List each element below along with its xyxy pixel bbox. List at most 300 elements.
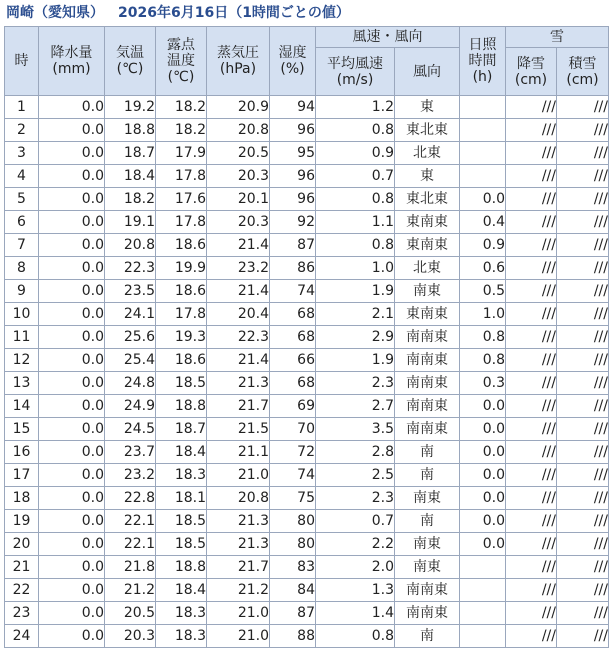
cell-snow-depth: /// bbox=[557, 349, 609, 372]
cell-humidity: 80 bbox=[270, 533, 316, 556]
cell-precipitation: 0.0 bbox=[39, 533, 105, 556]
cell-hour: 17 bbox=[5, 464, 39, 487]
cell-snow-depth: /// bbox=[557, 326, 609, 349]
cell-hour: 7 bbox=[5, 234, 39, 257]
cell-humidity: 94 bbox=[270, 96, 316, 119]
cell-snow-depth: /// bbox=[557, 510, 609, 533]
hourly-weather-table bbox=[4, 26, 609, 648]
cell-precipitation: 0.0 bbox=[39, 96, 105, 119]
cell-snow-depth: /// bbox=[557, 533, 609, 556]
cell-wind-direction: 南東 bbox=[395, 487, 460, 510]
cell-snow-depth: /// bbox=[557, 142, 609, 165]
cell-snowfall: /// bbox=[506, 280, 557, 303]
cell-vapor-pressure: 21.3 bbox=[207, 510, 270, 533]
cell-wind-direction: 南 bbox=[395, 510, 460, 533]
table-row bbox=[5, 602, 609, 625]
cell-sunshine bbox=[460, 602, 506, 625]
header-snow-depth: 積雪 (cm) bbox=[557, 48, 609, 96]
cell-dew-point: 17.8 bbox=[156, 211, 207, 234]
cell-wind-direction: 南南東 bbox=[395, 349, 460, 372]
cell-dew-point: 18.7 bbox=[156, 418, 207, 441]
cell-sunshine: 0.3 bbox=[460, 372, 506, 395]
table-row bbox=[5, 625, 609, 648]
cell-wind-speed: 2.9 bbox=[316, 326, 395, 349]
cell-temperature: 23.7 bbox=[105, 441, 156, 464]
cell-snowfall: /// bbox=[506, 165, 557, 188]
cell-humidity: 96 bbox=[270, 188, 316, 211]
cell-sunshine bbox=[460, 579, 506, 602]
header-snow-group: 雪 bbox=[506, 27, 609, 48]
table-row bbox=[5, 395, 609, 418]
cell-precipitation: 0.0 bbox=[39, 349, 105, 372]
cell-snowfall: /// bbox=[506, 579, 557, 602]
cell-sunshine: 0.8 bbox=[460, 326, 506, 349]
table-row bbox=[5, 579, 609, 602]
cell-wind-speed: 0.8 bbox=[316, 188, 395, 211]
cell-temperature: 20.3 bbox=[105, 625, 156, 648]
cell-sunshine: 0.9 bbox=[460, 234, 506, 257]
cell-sunshine bbox=[460, 625, 506, 648]
cell-humidity: 80 bbox=[270, 510, 316, 533]
cell-humidity: 72 bbox=[270, 441, 316, 464]
cell-hour: 14 bbox=[5, 395, 39, 418]
header-precipitation: 降水量 (mm) bbox=[39, 27, 105, 96]
header-dew-point: 露点 温度 (℃) bbox=[156, 27, 207, 96]
cell-snowfall: /// bbox=[506, 533, 557, 556]
cell-temperature: 22.1 bbox=[105, 533, 156, 556]
cell-precipitation: 0.0 bbox=[39, 326, 105, 349]
cell-sunshine: 0.0 bbox=[460, 487, 506, 510]
cell-temperature: 21.2 bbox=[105, 579, 156, 602]
table-row bbox=[5, 280, 609, 303]
cell-temperature: 22.3 bbox=[105, 257, 156, 280]
cell-hour: 21 bbox=[5, 556, 39, 579]
cell-snow-depth: /// bbox=[557, 464, 609, 487]
cell-snowfall: /// bbox=[506, 625, 557, 648]
cell-sunshine bbox=[460, 142, 506, 165]
cell-dew-point: 18.1 bbox=[156, 487, 207, 510]
table-row bbox=[5, 142, 609, 165]
cell-snowfall: /// bbox=[506, 510, 557, 533]
table-row bbox=[5, 303, 609, 326]
header-sunshine: 日照 時間 (h) bbox=[460, 27, 506, 96]
table-row bbox=[5, 510, 609, 533]
cell-wind-speed: 1.0 bbox=[316, 257, 395, 280]
cell-wind-speed: 2.8 bbox=[316, 441, 395, 464]
cell-snow-depth: /// bbox=[557, 556, 609, 579]
cell-precipitation: 0.0 bbox=[39, 303, 105, 326]
cell-dew-point: 18.2 bbox=[156, 119, 207, 142]
table-row bbox=[5, 165, 609, 188]
cell-sunshine: 0.0 bbox=[460, 441, 506, 464]
table-row bbox=[5, 556, 609, 579]
cell-snow-depth: /// bbox=[557, 625, 609, 648]
cell-temperature: 23.5 bbox=[105, 280, 156, 303]
cell-snow-depth: /// bbox=[557, 257, 609, 280]
table-row bbox=[5, 234, 609, 257]
cell-wind-speed: 2.1 bbox=[316, 303, 395, 326]
cell-humidity: 70 bbox=[270, 418, 316, 441]
cell-temperature: 22.8 bbox=[105, 487, 156, 510]
cell-wind-direction: 南 bbox=[395, 625, 460, 648]
cell-temperature: 18.7 bbox=[105, 142, 156, 165]
cell-wind-direction: 南南東 bbox=[395, 326, 460, 349]
cell-vapor-pressure: 20.5 bbox=[207, 142, 270, 165]
cell-temperature: 20.5 bbox=[105, 602, 156, 625]
cell-wind-speed: 1.4 bbox=[316, 602, 395, 625]
cell-snowfall: /// bbox=[506, 487, 557, 510]
cell-snow-depth: /// bbox=[557, 280, 609, 303]
cell-temperature: 25.6 bbox=[105, 326, 156, 349]
cell-vapor-pressure: 21.7 bbox=[207, 556, 270, 579]
cell-wind-speed: 3.5 bbox=[316, 418, 395, 441]
cell-wind-speed: 0.8 bbox=[316, 625, 395, 648]
header-humidity: 湿度 (%) bbox=[270, 27, 316, 96]
cell-precipitation: 0.0 bbox=[39, 556, 105, 579]
cell-precipitation: 0.0 bbox=[39, 487, 105, 510]
cell-sunshine bbox=[460, 165, 506, 188]
cell-humidity: 68 bbox=[270, 303, 316, 326]
cell-wind-direction: 東 bbox=[395, 165, 460, 188]
cell-precipitation: 0.0 bbox=[39, 441, 105, 464]
cell-wind-direction: 東南東 bbox=[395, 211, 460, 234]
cell-sunshine: 0.0 bbox=[460, 418, 506, 441]
cell-vapor-pressure: 20.3 bbox=[207, 211, 270, 234]
cell-sunshine: 0.0 bbox=[460, 533, 506, 556]
cell-precipitation: 0.0 bbox=[39, 211, 105, 234]
table-row bbox=[5, 372, 609, 395]
cell-wind-direction: 南南東 bbox=[395, 418, 460, 441]
cell-vapor-pressure: 21.4 bbox=[207, 280, 270, 303]
cell-vapor-pressure: 21.0 bbox=[207, 602, 270, 625]
table-row bbox=[5, 96, 609, 119]
cell-precipitation: 0.0 bbox=[39, 579, 105, 602]
cell-wind-direction: 東北東 bbox=[395, 119, 460, 142]
cell-humidity: 83 bbox=[270, 556, 316, 579]
cell-humidity: 74 bbox=[270, 280, 316, 303]
cell-hour: 6 bbox=[5, 211, 39, 234]
cell-precipitation: 0.0 bbox=[39, 625, 105, 648]
cell-vapor-pressure: 21.7 bbox=[207, 395, 270, 418]
table-row bbox=[5, 533, 609, 556]
cell-snowfall: /// bbox=[506, 441, 557, 464]
cell-wind-speed: 1.9 bbox=[316, 280, 395, 303]
cell-snowfall: /// bbox=[506, 257, 557, 280]
cell-precipitation: 0.0 bbox=[39, 418, 105, 441]
table-row bbox=[5, 119, 609, 142]
cell-wind-direction: 東 bbox=[395, 96, 460, 119]
cell-dew-point: 18.3 bbox=[156, 464, 207, 487]
cell-vapor-pressure: 20.3 bbox=[207, 165, 270, 188]
cell-snowfall: /// bbox=[506, 372, 557, 395]
cell-wind-speed: 2.7 bbox=[316, 395, 395, 418]
cell-wind-direction: 南南東 bbox=[395, 395, 460, 418]
cell-temperature: 18.4 bbox=[105, 165, 156, 188]
cell-dew-point: 18.5 bbox=[156, 510, 207, 533]
cell-vapor-pressure: 21.4 bbox=[207, 349, 270, 372]
cell-wind-speed: 1.2 bbox=[316, 96, 395, 119]
table-row bbox=[5, 418, 609, 441]
cell-dew-point: 18.8 bbox=[156, 556, 207, 579]
cell-vapor-pressure: 21.5 bbox=[207, 418, 270, 441]
cell-precipitation: 0.0 bbox=[39, 395, 105, 418]
cell-wind-direction: 南 bbox=[395, 441, 460, 464]
cell-snow-depth: /// bbox=[557, 395, 609, 418]
table-body bbox=[5, 96, 609, 648]
header-snowfall: 降雪 (cm) bbox=[506, 48, 557, 96]
cell-snow-depth: /// bbox=[557, 165, 609, 188]
header-temperature: 気温 (℃) bbox=[105, 27, 156, 96]
cell-temperature: 19.1 bbox=[105, 211, 156, 234]
cell-humidity: 84 bbox=[270, 579, 316, 602]
cell-humidity: 96 bbox=[270, 165, 316, 188]
table-row bbox=[5, 257, 609, 280]
cell-temperature: 23.2 bbox=[105, 464, 156, 487]
cell-humidity: 86 bbox=[270, 257, 316, 280]
cell-vapor-pressure: 21.2 bbox=[207, 579, 270, 602]
cell-humidity: 66 bbox=[270, 349, 316, 372]
cell-vapor-pressure: 21.0 bbox=[207, 464, 270, 487]
cell-snow-depth: /// bbox=[557, 188, 609, 211]
cell-hour: 1 bbox=[5, 96, 39, 119]
header-wind-group: 風速・風向 bbox=[316, 27, 460, 48]
cell-snow-depth: /// bbox=[557, 96, 609, 119]
cell-snow-depth: /// bbox=[557, 441, 609, 464]
cell-snowfall: /// bbox=[506, 418, 557, 441]
cell-vapor-pressure: 20.8 bbox=[207, 119, 270, 142]
station-name: 岡崎（愛知県） bbox=[6, 5, 104, 21]
cell-precipitation: 0.0 bbox=[39, 280, 105, 303]
cell-wind-speed: 2.5 bbox=[316, 464, 395, 487]
cell-wind-speed: 2.0 bbox=[316, 556, 395, 579]
cell-hour: 12 bbox=[5, 349, 39, 372]
cell-vapor-pressure: 21.3 bbox=[207, 533, 270, 556]
cell-sunshine: 0.6 bbox=[460, 257, 506, 280]
cell-dew-point: 17.8 bbox=[156, 303, 207, 326]
cell-temperature: 24.5 bbox=[105, 418, 156, 441]
cell-snow-depth: /// bbox=[557, 602, 609, 625]
cell-precipitation: 0.0 bbox=[39, 234, 105, 257]
cell-wind-direction: 南南東 bbox=[395, 372, 460, 395]
cell-precipitation: 0.0 bbox=[39, 372, 105, 395]
cell-wind-speed: 0.9 bbox=[316, 142, 395, 165]
cell-precipitation: 0.0 bbox=[39, 142, 105, 165]
cell-hour: 20 bbox=[5, 533, 39, 556]
table-row bbox=[5, 326, 609, 349]
header-wind-direction: 風向 bbox=[395, 48, 460, 96]
cell-temperature: 18.8 bbox=[105, 119, 156, 142]
cell-vapor-pressure: 21.4 bbox=[207, 234, 270, 257]
cell-snowfall: /// bbox=[506, 464, 557, 487]
cell-dew-point: 18.2 bbox=[156, 96, 207, 119]
cell-humidity: 87 bbox=[270, 602, 316, 625]
cell-hour: 13 bbox=[5, 372, 39, 395]
cell-wind-direction: 東南東 bbox=[395, 234, 460, 257]
cell-sunshine: 0.4 bbox=[460, 211, 506, 234]
cell-snowfall: /// bbox=[506, 395, 557, 418]
cell-wind-direction: 南南東 bbox=[395, 579, 460, 602]
page-title bbox=[0, 0, 612, 26]
cell-dew-point: 18.6 bbox=[156, 280, 207, 303]
cell-hour: 4 bbox=[5, 165, 39, 188]
cell-hour: 3 bbox=[5, 142, 39, 165]
cell-snow-depth: /// bbox=[557, 234, 609, 257]
cell-precipitation: 0.0 bbox=[39, 510, 105, 533]
cell-snowfall: /// bbox=[506, 211, 557, 234]
cell-temperature: 25.4 bbox=[105, 349, 156, 372]
cell-wind-speed: 0.8 bbox=[316, 119, 395, 142]
cell-vapor-pressure: 20.9 bbox=[207, 96, 270, 119]
cell-sunshine bbox=[460, 96, 506, 119]
table-row bbox=[5, 441, 609, 464]
cell-dew-point: 18.6 bbox=[156, 349, 207, 372]
cell-wind-speed: 0.7 bbox=[316, 510, 395, 533]
cell-humidity: 69 bbox=[270, 395, 316, 418]
table-row bbox=[5, 487, 609, 510]
cell-precipitation: 0.0 bbox=[39, 464, 105, 487]
cell-hour: 23 bbox=[5, 602, 39, 625]
cell-dew-point: 19.9 bbox=[156, 257, 207, 280]
cell-humidity: 68 bbox=[270, 326, 316, 349]
cell-hour: 22 bbox=[5, 579, 39, 602]
cell-vapor-pressure: 20.1 bbox=[207, 188, 270, 211]
cell-precipitation: 0.0 bbox=[39, 188, 105, 211]
cell-temperature: 24.8 bbox=[105, 372, 156, 395]
cell-hour: 9 bbox=[5, 280, 39, 303]
cell-hour: 15 bbox=[5, 418, 39, 441]
cell-vapor-pressure: 21.0 bbox=[207, 625, 270, 648]
cell-vapor-pressure: 20.4 bbox=[207, 303, 270, 326]
cell-temperature: 24.9 bbox=[105, 395, 156, 418]
cell-dew-point: 18.5 bbox=[156, 372, 207, 395]
header-wind-speed: 平均風速 (m/s) bbox=[316, 48, 395, 96]
cell-temperature: 20.8 bbox=[105, 234, 156, 257]
cell-humidity: 88 bbox=[270, 625, 316, 648]
cell-hour: 10 bbox=[5, 303, 39, 326]
cell-dew-point: 18.5 bbox=[156, 533, 207, 556]
table-row bbox=[5, 188, 609, 211]
cell-dew-point: 18.3 bbox=[156, 602, 207, 625]
cell-snowfall: /// bbox=[506, 326, 557, 349]
cell-sunshine: 0.0 bbox=[460, 510, 506, 533]
cell-wind-direction: 南 bbox=[395, 464, 460, 487]
cell-humidity: 87 bbox=[270, 234, 316, 257]
cell-hour: 5 bbox=[5, 188, 39, 211]
cell-wind-speed: 2.3 bbox=[316, 487, 395, 510]
cell-vapor-pressure: 22.3 bbox=[207, 326, 270, 349]
cell-humidity: 96 bbox=[270, 119, 316, 142]
cell-vapor-pressure: 21.3 bbox=[207, 372, 270, 395]
cell-dew-point: 18.6 bbox=[156, 234, 207, 257]
cell-temperature: 21.8 bbox=[105, 556, 156, 579]
cell-wind-speed: 1.9 bbox=[316, 349, 395, 372]
cell-wind-direction: 南東 bbox=[395, 556, 460, 579]
cell-snowfall: /// bbox=[506, 556, 557, 579]
cell-vapor-pressure: 20.8 bbox=[207, 487, 270, 510]
cell-precipitation: 0.0 bbox=[39, 257, 105, 280]
cell-snowfall: /// bbox=[506, 96, 557, 119]
cell-snow-depth: /// bbox=[557, 119, 609, 142]
cell-snowfall: /// bbox=[506, 234, 557, 257]
cell-dew-point: 17.6 bbox=[156, 188, 207, 211]
cell-snowfall: /// bbox=[506, 303, 557, 326]
cell-dew-point: 18.4 bbox=[156, 579, 207, 602]
date-label: 2026年6月16日（1時間ごとの値） bbox=[118, 5, 350, 21]
cell-dew-point: 17.8 bbox=[156, 165, 207, 188]
cell-sunshine bbox=[460, 556, 506, 579]
cell-humidity: 68 bbox=[270, 372, 316, 395]
table-row bbox=[5, 211, 609, 234]
cell-humidity: 92 bbox=[270, 211, 316, 234]
cell-wind-direction: 北東 bbox=[395, 142, 460, 165]
cell-snow-depth: /// bbox=[557, 487, 609, 510]
cell-sunshine: 0.8 bbox=[460, 349, 506, 372]
cell-humidity: 75 bbox=[270, 487, 316, 510]
cell-dew-point: 19.3 bbox=[156, 326, 207, 349]
cell-precipitation: 0.0 bbox=[39, 602, 105, 625]
cell-dew-point: 18.4 bbox=[156, 441, 207, 464]
cell-wind-speed: 1.3 bbox=[316, 579, 395, 602]
cell-snowfall: /// bbox=[506, 188, 557, 211]
cell-snow-depth: /// bbox=[557, 579, 609, 602]
cell-snowfall: /// bbox=[506, 349, 557, 372]
header-vapor-pressure: 蒸気圧 (hPa) bbox=[207, 27, 270, 96]
cell-snow-depth: /// bbox=[557, 418, 609, 441]
cell-humidity: 74 bbox=[270, 464, 316, 487]
cell-sunshine: 1.0 bbox=[460, 303, 506, 326]
cell-snowfall: /// bbox=[506, 602, 557, 625]
cell-hour: 19 bbox=[5, 510, 39, 533]
cell-hour: 16 bbox=[5, 441, 39, 464]
cell-wind-speed: 2.3 bbox=[316, 372, 395, 395]
table-row bbox=[5, 349, 609, 372]
cell-temperature: 18.2 bbox=[105, 188, 156, 211]
cell-snow-depth: /// bbox=[557, 211, 609, 234]
cell-dew-point: 18.8 bbox=[156, 395, 207, 418]
cell-hour: 8 bbox=[5, 257, 39, 280]
cell-dew-point: 18.3 bbox=[156, 625, 207, 648]
cell-wind-speed: 0.7 bbox=[316, 165, 395, 188]
cell-temperature: 24.1 bbox=[105, 303, 156, 326]
table-row bbox=[5, 464, 609, 487]
cell-sunshine: 0.0 bbox=[460, 188, 506, 211]
cell-precipitation: 0.0 bbox=[39, 165, 105, 188]
cell-snow-depth: /// bbox=[557, 372, 609, 395]
cell-precipitation: 0.0 bbox=[39, 119, 105, 142]
cell-sunshine: 0.0 bbox=[460, 464, 506, 487]
cell-wind-direction: 東南東 bbox=[395, 303, 460, 326]
cell-snowfall: /// bbox=[506, 119, 557, 142]
cell-hour: 2 bbox=[5, 119, 39, 142]
cell-wind-direction: 南東 bbox=[395, 280, 460, 303]
cell-sunshine bbox=[460, 119, 506, 142]
cell-humidity: 95 bbox=[270, 142, 316, 165]
cell-hour: 11 bbox=[5, 326, 39, 349]
cell-sunshine: 0.0 bbox=[460, 395, 506, 418]
cell-wind-direction: 東北東 bbox=[395, 188, 460, 211]
cell-wind-direction: 南東 bbox=[395, 533, 460, 556]
cell-wind-direction: 北東 bbox=[395, 257, 460, 280]
cell-sunshine: 0.5 bbox=[460, 280, 506, 303]
cell-wind-speed: 1.1 bbox=[316, 211, 395, 234]
cell-temperature: 22.1 bbox=[105, 510, 156, 533]
cell-temperature: 19.2 bbox=[105, 96, 156, 119]
cell-vapor-pressure: 21.1 bbox=[207, 441, 270, 464]
cell-vapor-pressure: 23.2 bbox=[207, 257, 270, 280]
header-hour: 時 bbox=[5, 27, 39, 96]
cell-wind-direction: 南南東 bbox=[395, 602, 460, 625]
cell-wind-speed: 2.2 bbox=[316, 533, 395, 556]
